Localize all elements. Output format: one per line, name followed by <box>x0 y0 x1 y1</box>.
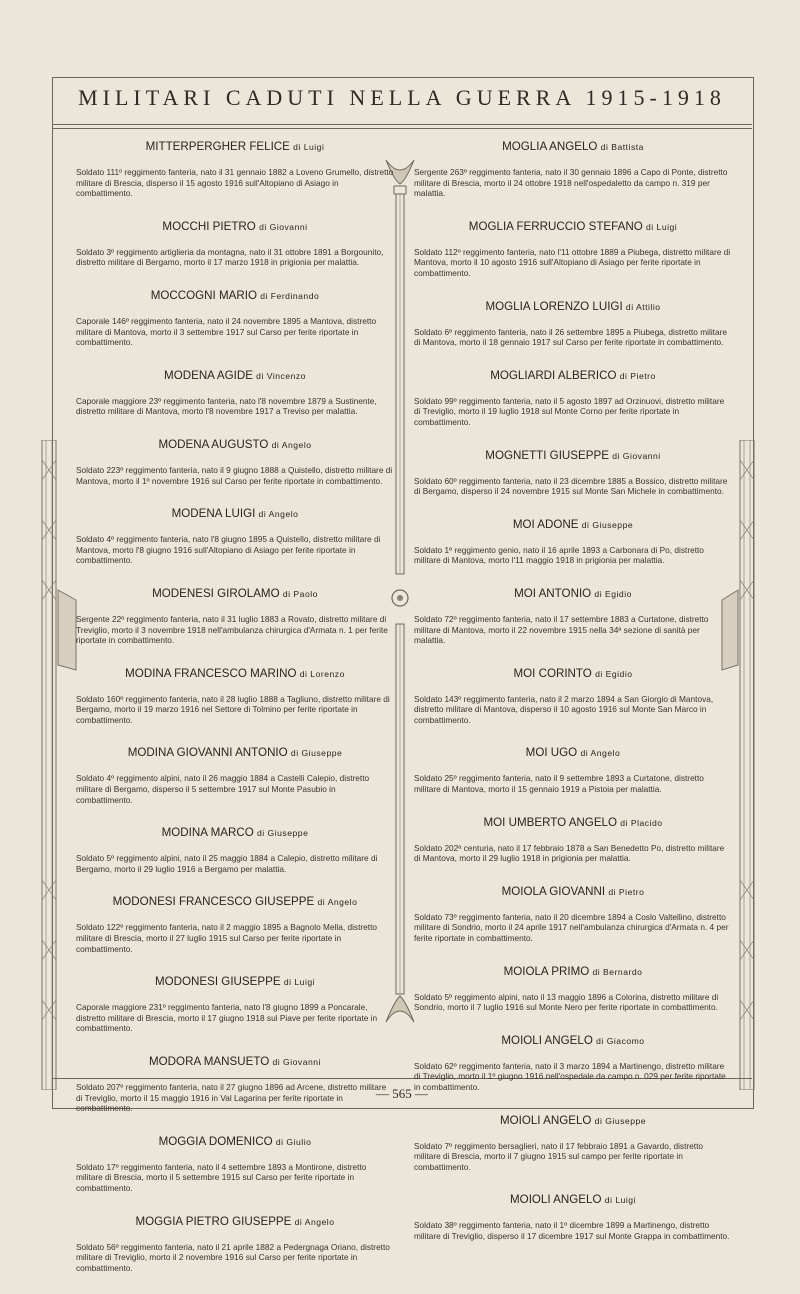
entry <box>414 518 732 566</box>
entry-name: MODENA AGIDE di Vincenzo <box>164 368 306 382</box>
entry-name: MOCCOGNI MARIO di Ferdinando <box>150 288 320 302</box>
entry-name: MOIOLA GIOVANNI di Pietro <box>501 884 645 898</box>
entry-text: Soldato 143º reggimento fanteria, nato il 2 marzo 1894 a San Giorgio di Mantova, distretto militare di Mantova, disperso il 10 agosto 1916 sul Monte San Marco in combattimento. <box>414 693 714 725</box>
entry <box>414 587 732 646</box>
entry-text: Soldato 111º reggimento fanteria, nato il 31 gennaio 1882 a Loveno Grumello, distretto militare di Brescia, disperso il 15 agosto 1916 sull'Altopiano di Asiago in combattimento. <box>76 167 394 199</box>
entry <box>76 975 394 1034</box>
entry-text: Soldato 6º reggimento fanteria, nato il 26 settembre 1895 a Piubega, distretto militare di Mantova, morto il 18 gennaio 1917 sul Carso per ferite riportate in combattimento. <box>414 326 727 348</box>
entry <box>414 885 732 944</box>
entry-text: Soldato 72º reggimento fanteria, nato il 17 settembre 1883 a Curtatone, distretto militare di Mantova, morto il 22 novembre 1915 nella 34ª sezione di sanità per malattia. <box>414 613 709 646</box>
entry <box>76 140 394 199</box>
entry-name: MOGLIA FERRUCCIO STEFANO di Luigi <box>468 219 678 233</box>
entry <box>76 667 394 726</box>
entry <box>414 1114 732 1173</box>
entry-text: Soldato 5º reggimento alpini, nato il 25 maggio 1884 a Calepio, distretto militare di Bergamo, morto il 29 luglio 1916 a Bergamo per malattia. <box>76 853 378 874</box>
page-number: — 565 — <box>376 1086 428 1101</box>
entry-text: Soldato 25º reggimento fanteria, nato il 9 settembre 1893 a Curtatone, distretto militare di Mantova, morto il 15 gennaio 1919 a Pistoia per malattia. <box>414 773 704 795</box>
header-rule-2 <box>52 128 752 129</box>
entry-text: Soldato 56º reggimento fanteria, nato il 21 aprile 1882 a Pedergnaga Oriano, distretto militare di Treviglio, morto il 2 novembre 1916 sul Carso per ferite riportate in combattimento. <box>76 1241 390 1273</box>
entry-name: MOIOLA PRIMO di Bernardo <box>503 964 643 978</box>
entry-name: MODINA MARCO di Giuseppe <box>161 826 309 840</box>
entry-text: Soldato 4º reggimento alpini, nato il 26 maggio 1884 a Castelli Calepio, distretto militare di Bergamo, disperso il 5 settembre 1917 sul Monte Pasubio in combattimento. <box>76 773 370 805</box>
entry-text: Soldato 160º reggimento fanteria, nato il 28 luglio 1888 a Tagliuno, distretto militare di Bergamo, morto il 19 marzo 1916 nel Settore di Tolmino per ferite riportate in combattimento. <box>76 693 390 725</box>
entry-name: MODINA GIOVANNI ANTONIO di Giuseppe <box>127 746 343 760</box>
entry <box>414 816 732 864</box>
entry-name: MOIOLI ANGELO di Giuseppe <box>499 1113 647 1127</box>
entry <box>76 1135 394 1194</box>
entry <box>414 449 732 497</box>
entry <box>76 587 394 646</box>
entry-text: Caporale maggiore 23º reggimento fanteria, nato l'8 novembre 1879 a Sustinente, distretto militare di Mantova, morto l'8 novembre 1917 a Treviso per malattia. <box>76 395 377 417</box>
entry <box>414 667 732 726</box>
entry-text: Soldato 60º reggimento fanteria, nato il 23 dicembre 1885 a Bossico, distretto militare di Bergamo, disperso il 24 novembre 1915 sul Monte San Michele in combattimento. <box>414 475 728 497</box>
entry-name: MODENESI GIROLAMO di Paolo <box>152 586 318 600</box>
entry-text: Soldato 1º reggimento genio, nato il 16 aprile 1893 a Carbonara di Po, distretto militare di Mantova, morto l'11 maggio 1918 in prigionia per malattia. <box>414 544 704 566</box>
entry <box>76 220 394 268</box>
entry <box>414 746 732 794</box>
entry-text: Soldato 62º reggimento fanteria, nato il 3 marzo 1894 a Martinengo, distretto militare di Treviglio, morto il 1º giugno 1916 nell'ospedale da campo n. 029 per ferite riportate in combattimento. <box>414 1060 726 1092</box>
entry-text: Sergente 263º reggimento fanteria, nato il 30 gennaio 1896 a Capo di Ponte, distretto militare di Brescia, morto il 24 ottobre 1918 nell'ospedaletto da campo n. 319 per malattia. <box>414 167 728 199</box>
fasces-left-ornament <box>18 440 78 1090</box>
entry-name: MOGLIA ANGELO di Battista <box>502 140 644 153</box>
header-rule <box>52 124 752 125</box>
entry-name: MOI UGO di Angelo <box>525 746 621 760</box>
entry <box>76 746 394 805</box>
entry-text: Soldato 4º reggimento fanteria, nato l'8 giugno 1895 a Quistello, distretto militare di Mantova, morto l'8 giugno 1916 sull'Altopiano di Asiago per ferite riportate in combattimento. <box>76 534 381 566</box>
entry-name: MOIOLI ANGELO di Giacomo <box>501 1033 645 1047</box>
entry <box>76 895 394 954</box>
entry-name: MOGGIA DOMENICO di Giulio <box>158 1134 312 1148</box>
entry <box>76 369 394 417</box>
entry-text: Soldato 5º reggimento alpini, nato il 13 maggio 1896 a Colorina, distretto militare di Sondrio, morto il 7 luglio 1916 sul Monte Nero per ferite riportate in combattimento. <box>414 991 719 1013</box>
entry <box>76 507 394 566</box>
entry <box>414 140 732 199</box>
entry-text: Caporale maggiore 231º reggimento fanteria, nato l'8 giugno 1899 a Poncarale, distretto militare di Brescia, morto il 17 giugno 1918 sul Piave per ferite riportate in combattimento. <box>76 1002 378 1034</box>
entry-text: Soldato 38º reggimento fanteria, nato il 1º dicembre 1899 a Martinengo, distretto militare di Treviglio, disperso il 17 dicembre 1917 sul Monte Grappa in combattimento. <box>414 1220 730 1241</box>
entry <box>414 300 732 348</box>
entry-name: MITTERPERGHER FELICE di Luigi <box>145 140 325 153</box>
entry-text: Soldato 207º reggimento fanteria, nato il 27 giugno 1896 ad Arcene, distretto militare di Treviglio, morto il 15 maggio 1916 in Val Lagarina per ferite riportate in combattimento. <box>76 1082 387 1114</box>
entry <box>76 438 394 486</box>
entry-name: MOI UMBERTO ANGELO di Placido <box>483 815 663 829</box>
entry-text: Soldato 202ª centuria, nato il 17 febbraio 1878 a San Benedetto Po, distretto militare di Mantova, morto il 29 luglio 1918 in prigionia per malattia. <box>414 842 725 864</box>
entry <box>414 369 732 428</box>
entry <box>76 1055 394 1114</box>
entry <box>414 220 732 279</box>
entry <box>76 826 394 874</box>
entry-name: MOGLIA LORENZO LUIGI di Attilio <box>485 299 661 313</box>
entry-name: MOI ADONE di Giuseppe <box>512 517 634 531</box>
entry-text: Soldato 99º reggimento fanteria, nato il 5 agosto 1897 ad Orzinuovi, distretto militare di Treviglio, morto il 19 luglio 1918 sul Monte Corno per ferite riportate in combattimento. <box>414 395 725 427</box>
entry-text: Caporale 146º reggimento fanteria, nato il 24 novembre 1895 a Mantova, distretto militare di Mantova, morto il 3 settembre 1917 sul Carso per ferite riportate in combattimento. <box>76 315 377 348</box>
entry-text: Soldato 223º reggimento fanteria, nato il 9 giugno 1888 a Quistello, distretto militare di Mantova, morto il 1º novembre 1916 sul Carso per ferite riportate in combattimento. <box>76 464 393 486</box>
entry-text: Soldato 17º reggimento fanteria, nato il 4 settembre 1893 a Montirone, distretto militare di Brescia, morto il 5 settembre 1915 sul Carso per ferite riportate in combattimento. <box>76 1161 367 1193</box>
entry-name: MOGLIARDI ALBERICO di Pietro <box>490 368 656 382</box>
entry-text: Soldato 112º reggimento fanteria, nato l'11 ottobre 1889 a Piubega, distretto militare di Mantova, morto il 10 agosto 1916 sull'Altopiano di Asiago per ferite riportate in combattimento. <box>414 246 731 278</box>
entry-name: MOGNETTI GIUSEPPE di Giovanni <box>485 448 661 462</box>
entry-text: Soldato 7º reggimento bersaglieri, nato il 17 febbraio 1891 a Gavardo, distretto militare di Brescia, morto il 7 giugno 1915 sul campo per ferite riportate in combattimento. <box>414 1140 703 1172</box>
page-title: MILITARI CADUTI NELLA GUERRA 1915-1918 <box>78 85 726 110</box>
entry <box>76 1215 394 1274</box>
entry <box>76 289 394 348</box>
entry <box>414 1193 732 1241</box>
entry-name: MODORA MANSUETO di Giovanni <box>149 1055 321 1068</box>
entry-name: MOGGIA PIETRO GIUSEPPE di Angelo <box>135 1214 335 1228</box>
entry-text: Soldato 122º reggimento fanteria, nato il 2 maggio 1895 a Bagnolo Mella, distretto militare di Brescia, morto il 27 luglio 1915 sul Carso per ferite riportate in combattimento. <box>76 922 377 954</box>
entry-text: Soldato 73º reggimento fanteria, nato il 20 dicembre 1894 a Coslo Valtellino, distretto militare di Sondrio, morto il 24 aprile 1917 nell'ambulanza chirurgica d'Armata n. 4 per ferite riportate in combattimento. <box>414 911 729 944</box>
entry-text: Soldato 3º reggimento artiglieria da montagna, nato il 31 ottobre 1891 a Borgounito, distretto militare di Bergamo, morto il 17 marzo 1918 in prigionia per malattia. <box>76 246 384 268</box>
entry-name: MOIOLI ANGELO di Luigi <box>510 1193 636 1207</box>
entry-name: MODONESI GIUSEPPE di Luigi <box>154 975 316 989</box>
entry <box>414 1034 732 1093</box>
entry-name: MOI CORINTO di Egidio <box>513 666 633 680</box>
entry-name: MODONESI FRANCESCO GIUSEPPE di Angelo <box>112 895 358 909</box>
entry <box>414 965 732 1013</box>
entry-name: MOI ANTONIO di Egidio <box>514 586 632 600</box>
left-column <box>76 140 394 1294</box>
entry-name: MODINA FRANCESCO MARINO di Lorenzo <box>125 666 345 680</box>
entry-text: Sergente 22º reggimento fanteria, nato il 31 luglio 1883 a Rovato, distretto militare di Treviglio, morto il 3 novembre 1918 nell'ambulanza chirurgica d'Armata n. 1 per ferite riportate in combattimento. <box>76 613 388 646</box>
entry-name: MODENA AUGUSTO di Angelo <box>158 437 312 451</box>
entry-name: MODENA LUIGI di Angelo <box>171 507 299 521</box>
entry-name: MOCCHI PIETRO di Giovanni <box>162 219 308 233</box>
